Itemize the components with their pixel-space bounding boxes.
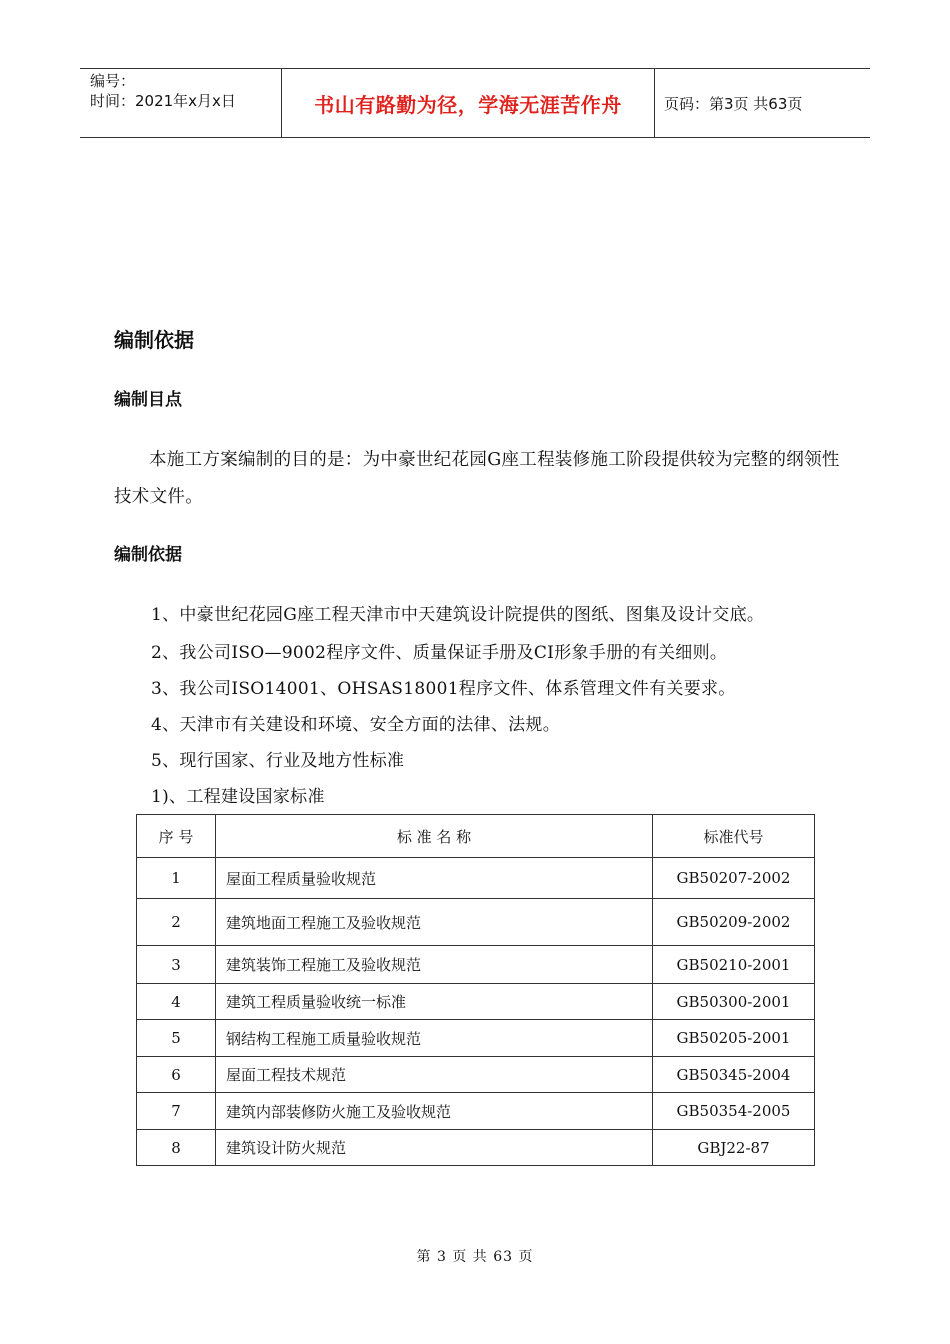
table-row <box>137 1130 815 1166</box>
column-header-code: 标准代号 <box>653 815 815 858</box>
basis-list-item: 4、天津市有关建设和环境、安全方面的法律、法规。 <box>151 715 561 735</box>
row-standard-name: 屋面工程质量验收规范 <box>216 858 653 899</box>
row-index: 1 <box>137 858 216 899</box>
row-standard-code: GB50354-2005 <box>653 1093 815 1130</box>
row-standard-code: GB50210-2001 <box>653 946 815 984</box>
row-index: 3 <box>137 946 216 984</box>
row-standard-name: 建筑地面工程施工及验收规范 <box>216 899 653 946</box>
row-index: 5 <box>137 1020 216 1057</box>
row-standard-name: 建筑内部装修防火施工及验收规范 <box>216 1093 653 1130</box>
row-standard-name: 建筑装饰工程施工及验收规范 <box>216 946 653 984</box>
purpose-paragraph: 本施工方案编制的目的是：为中豪世纪花园G座工程装修施工阶段提供较为完整的纲领性技术文件。 <box>114 450 840 507</box>
document-date: 时间：2021年x月x日 <box>90 92 236 110</box>
table-row <box>137 899 815 946</box>
row-standard-name: 建筑工程质量验收统一标准 <box>216 984 653 1020</box>
row-standard-code: GBJ22-87 <box>653 1130 815 1166</box>
row-standard-name: 屋面工程技术规范 <box>216 1057 653 1093</box>
document-number-label: 编号： <box>90 72 136 90</box>
row-standard-code: GB50209-2002 <box>653 899 815 946</box>
row-index: 4 <box>137 984 216 1020</box>
row-standard-code: GB50205-2001 <box>653 1020 815 1057</box>
table-row <box>137 1093 815 1130</box>
basis-list-subheading: 1)、工程建设国家标准 <box>151 787 325 807</box>
table-header-row <box>137 815 815 858</box>
table-row <box>137 984 815 1020</box>
header-motto: 书山有路勤为径，学海无涯苦作舟 <box>281 69 655 137</box>
section-heading-purpose: 编制目点 <box>114 390 182 410</box>
page-header <box>80 68 870 138</box>
row-index: 2 <box>137 899 216 946</box>
row-index: 8 <box>137 1130 216 1166</box>
table-row <box>137 858 815 899</box>
basis-list-item: 1、中豪世纪花园G座工程天津市中天建筑设计院提供的图纸、图集及设计交底。 <box>151 605 765 625</box>
standards-table <box>136 814 815 1166</box>
basis-list-item: 2、我公司ISO—9002程序文件、质量保证手册及CI形象手册的有关细则。 <box>151 643 728 663</box>
basis-list-item: 3、我公司ISO14001、OHSAS18001程序文件、体系管理文件有关要求。 <box>151 679 736 699</box>
table-row <box>137 1057 815 1093</box>
column-header-name: 标 准 名 称 <box>216 815 653 858</box>
row-standard-code: GB50207-2002 <box>653 858 815 899</box>
header-meta <box>80 69 280 137</box>
row-standard-code: GB50300-2001 <box>653 984 815 1020</box>
section-heading-basis: 编制依据 <box>114 545 182 565</box>
column-header-index: 序 号 <box>137 815 216 858</box>
row-standard-name: 建筑设计防火规范 <box>216 1130 653 1166</box>
header-page-info: 页码：第3页 共63页 <box>664 94 803 113</box>
table-row <box>137 1020 815 1057</box>
basis-list-item: 5、现行国家、行业及地方性标准 <box>151 751 405 771</box>
table-row <box>137 946 815 984</box>
row-standard-name: 钢结构工程施工质量验收规范 <box>216 1020 653 1057</box>
row-index: 7 <box>137 1093 216 1130</box>
row-index: 6 <box>137 1057 216 1093</box>
row-standard-code: GB50345-2004 <box>653 1057 815 1093</box>
page-title: 编制依据 <box>114 328 194 352</box>
page-footer: 第 3 页 共 63 页 <box>416 1249 534 1265</box>
